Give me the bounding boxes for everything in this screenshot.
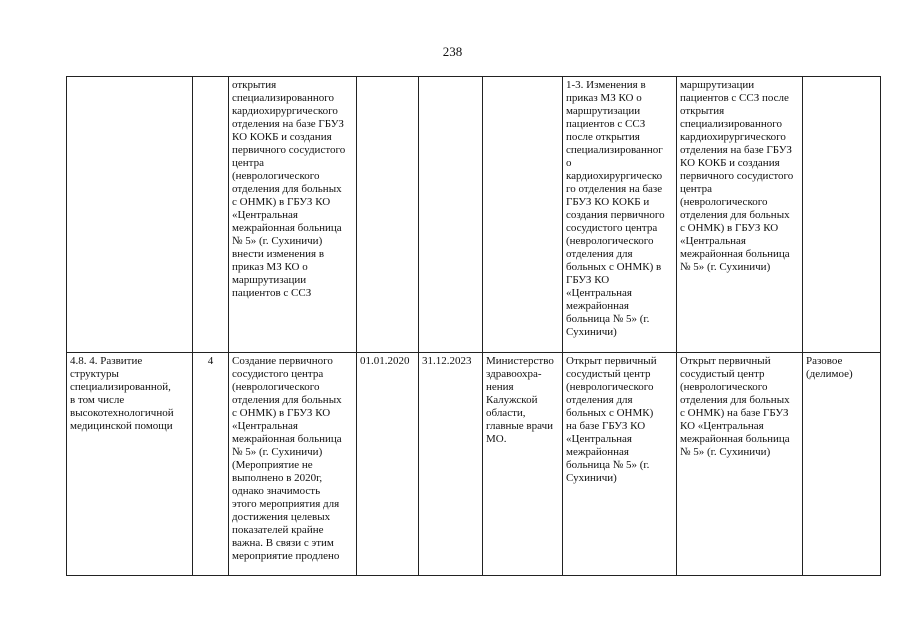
- end-date-cell: 31.12.2023: [419, 353, 483, 576]
- measure-cell: Создание первичного сосудистого центра (неврологического отделения для больных с ОНМК) в ГБУЗ КО «Центральная межрайонная больница № 5» (г. Сухиничи) (Мероприятие не выполнено в 2020г, однако значимость этого мероприятия для достижения целевых показателей крайне важна. В связи с этим мероприятие продлено: [229, 353, 357, 576]
- table-row: [67, 77, 881, 353]
- result-cell: Открыт первичный сосудистый центр (неврологического отделения для больных с ОНМК) на базе ГБУЗ КО «Центральная межрайонная больница № 5» (г. Сухиничи): [563, 353, 677, 576]
- table-row: [67, 353, 881, 576]
- number-cell: 4: [193, 353, 229, 576]
- start-date-cell: 01.01.2020: [357, 353, 419, 576]
- program-measures-table: [66, 76, 881, 576]
- result-cell: 1-3. Изменения в приказ МЗ КО о маршрутизации пациентов с ССЗ после открытия специализированног о кардиохирургическо го отделения на базе ГБУЗ КО КОКБ и создания первичного сосудистого центра (неврологического отделения для больных с ОНМК) в ГБУЗ КО «Центральная межрайонная больница № 5» (г. Сухиничи): [563, 77, 677, 353]
- section-cell: [67, 77, 193, 353]
- page-number: 238: [442, 44, 463, 59]
- start-date-cell: [357, 77, 419, 353]
- type-cell: Разовое (делимое): [803, 353, 881, 576]
- indicator-cell: маршрутизации пациентов с ССЗ после открытия специализированного кардиохирургического отделения на базе ГБУЗ КО КОКБ и создания первичного сосудистого центра (неврологического отделения для больных с ОНМК) в ГБУЗ КО «Центральная межрайонная больница № 5» (г. Сухиничи): [677, 77, 803, 353]
- executor-cell: [483, 77, 563, 353]
- measure-cell: открытия специализированного кардиохирургического отделения на базе ГБУЗ КО КОКБ и создания первичного сосудистого центра (неврологического отделения для больных с ОНМК) в ГБУЗ КО «Центральная межрайонная больница № 5» (г. Сухиничи) внести изменения в приказ МЗ КО о маршрутизации пациентов с ССЗ: [229, 77, 357, 353]
- indicator-cell: Открыт первичный сосудистый центр (неврологического отделения для больных с ОНМК) на базе ГБУЗ КО «Центральная межрайонная больница № 5» (г. Сухиничи): [677, 353, 803, 576]
- type-cell: [803, 77, 881, 353]
- number-cell: [193, 77, 229, 353]
- section-cell: 4.8. 4. Развитие структуры специализированной, в том числе высокотехнологичной медицинской помощи: [67, 353, 193, 576]
- end-date-cell: [419, 77, 483, 353]
- executor-cell: Министерство здравоохра- нения Калужской области, главные врачи МО.: [483, 353, 563, 576]
